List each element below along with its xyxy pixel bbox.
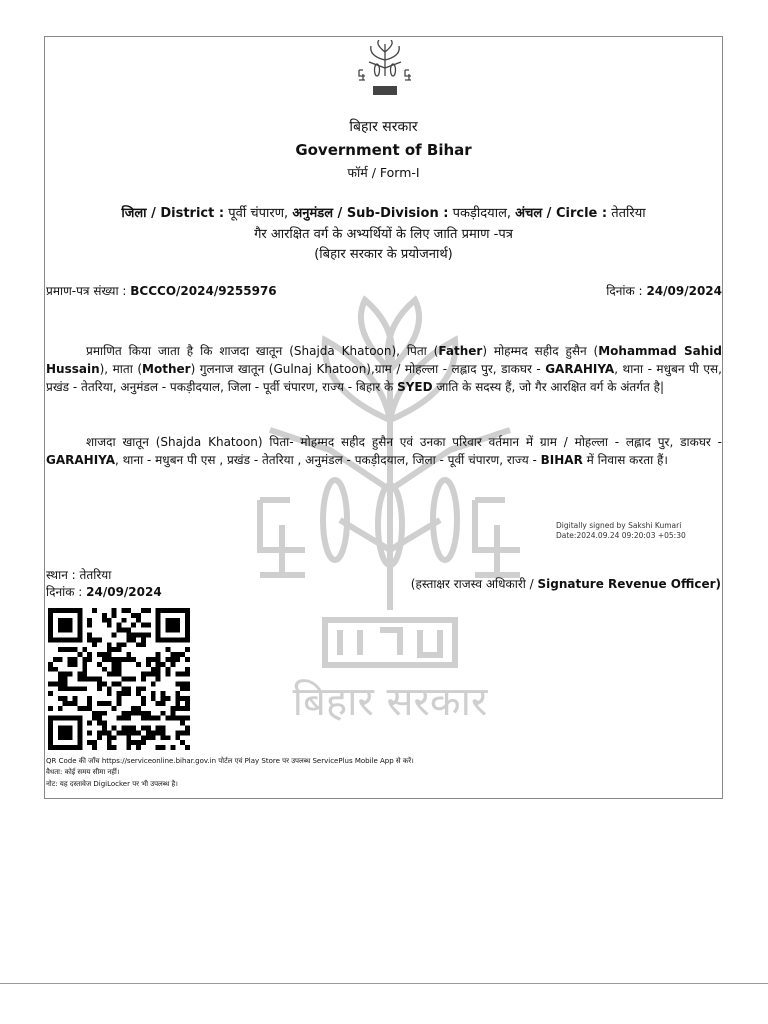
para1-text-e: , थाना - मधुबन पी एस, प्रखंड - तेतरिया, अनुमंडल - पकड़ीदयाल, जिला - पूर्वी चंपारण, राज्य - बिहार के: [46, 362, 722, 394]
district-value: पूर्वी चंपारण,: [228, 206, 289, 221]
certificate-number: [46, 282, 277, 299]
para1-caste: SYED: [397, 380, 433, 394]
place-value: तेतरिया: [79, 568, 112, 582]
certificate-date: [606, 282, 722, 299]
certificate-purpose: (बिहार सरकार के प्रयोजनार्थ): [314, 247, 453, 262]
location-line: [44, 203, 723, 221]
place-date-value: 24/09/2024: [86, 585, 162, 599]
certificate-subtitle: गैर आरक्षित वर्ग के अभ्यर्थियों के लिए जाति प्रमाण -पत्र: [254, 227, 513, 242]
signature-officer-hindi: (हस्ताक्षर राजस्व अधिकारी /: [410, 577, 538, 591]
para1-text-c: ), माता (: [99, 362, 143, 376]
signature-officer-english: Signature Revenue Officer): [537, 577, 721, 591]
qr-code: [48, 608, 190, 750]
certificate-number-value: BCCCO/2024/9255976: [130, 284, 277, 298]
para2-post-office: GARAHIYA: [46, 453, 115, 467]
place-label: स्थान :: [46, 568, 80, 582]
title-hindi: बिहार सरकार: [349, 119, 418, 135]
page-divider: [0, 983, 768, 984]
digital-signature: [556, 521, 686, 541]
digital-signature-signer: Digitally signed by Sakshi Kumari: [556, 521, 682, 530]
footer-qr-note: QR Code की जाँच https://serviceonline.bihar.gov.in पोर्टल एवं Play Store पर उपलब्ध ServicePlus Mobile App से करें।: [46, 757, 414, 765]
para2-state: BIHAR: [540, 453, 583, 467]
place: [46, 566, 111, 583]
para2-text-c: में निवास करता हैं।: [582, 453, 668, 467]
certificate-number-label: प्रमाण-पत्र संख्या :: [46, 284, 127, 298]
certificate-paragraph-1: [46, 342, 722, 396]
para1-father-label: Father: [438, 344, 483, 358]
circle-label: अंचल / Circle :: [515, 206, 608, 221]
title-english: Government of Bihar: [295, 141, 472, 159]
subdivision-label: अनुमंडल / Sub-Division :: [292, 206, 449, 221]
certificate-date-label: दिनांक :: [606, 284, 643, 298]
form-label: फॉर्म / Form-I: [347, 165, 420, 180]
district-label: जिला / District :: [121, 206, 225, 221]
para1-text-b: ) मोहम्मद सहीद हुसैन (: [482, 344, 599, 358]
footer-validity: वैधता: कोई समय सीमा नहीं।: [46, 768, 120, 776]
bihar-emblem-icon: [355, 40, 415, 98]
para1-post-office: GARAHIYA: [545, 362, 615, 376]
watermark-text: बिहार सरकार: [292, 679, 488, 725]
para1-text-d: ) गुलनाज खातून (Gulnaj Khatoon),ग्राम / मोहल्ला - लह्लाद पुर, डाकघर -: [190, 362, 546, 376]
para2-text-b: , थाना - मधुबन पी एस , प्रखंड - तेतरिया , अनुमंडल - पकड़ीदयाल, जिला - पूर्वी चंपारण, राज्य -: [115, 453, 541, 467]
para1-mother-label: Mother: [142, 362, 191, 376]
certificate-paragraph-2: [46, 433, 722, 469]
certificate-date-value: 24/09/2024: [646, 284, 722, 298]
footer-digilocker-note: नोट: यह दस्तावेज DigiLocker पर भी उपलब्ध है।: [46, 780, 178, 788]
subdivision-value: पकड़ीदयाल,: [452, 206, 512, 221]
para1-text-a: प्रमाणित किया जाता है कि शाजदा खातून (Shajda Khatoon), पिता (: [86, 344, 439, 358]
digital-signature-date: Date:2024.09.24 09:20:03 +05:30: [556, 531, 686, 540]
para1-text-f: जाति के सदस्य हैं, जो गैर आरक्षित वर्ग के अंतर्गत है|: [432, 380, 665, 394]
place-date-label: दिनांक :: [46, 585, 87, 599]
signature-revenue-officer: [411, 575, 721, 592]
para1-father-name: Mohammad Sahid Hussain: [46, 344, 722, 376]
circle-value: तेतरिया: [611, 206, 646, 221]
place-date: [46, 583, 162, 600]
para2-text-a: शाजदा खातून (Shajda Khatoon) पिता- मोहम्मद सहीद हुसैन एवं उनका परिवार वर्तमान में ग्राम / मोहल्ला - लह्लाद पुर, डाकघर -: [86, 435, 722, 449]
